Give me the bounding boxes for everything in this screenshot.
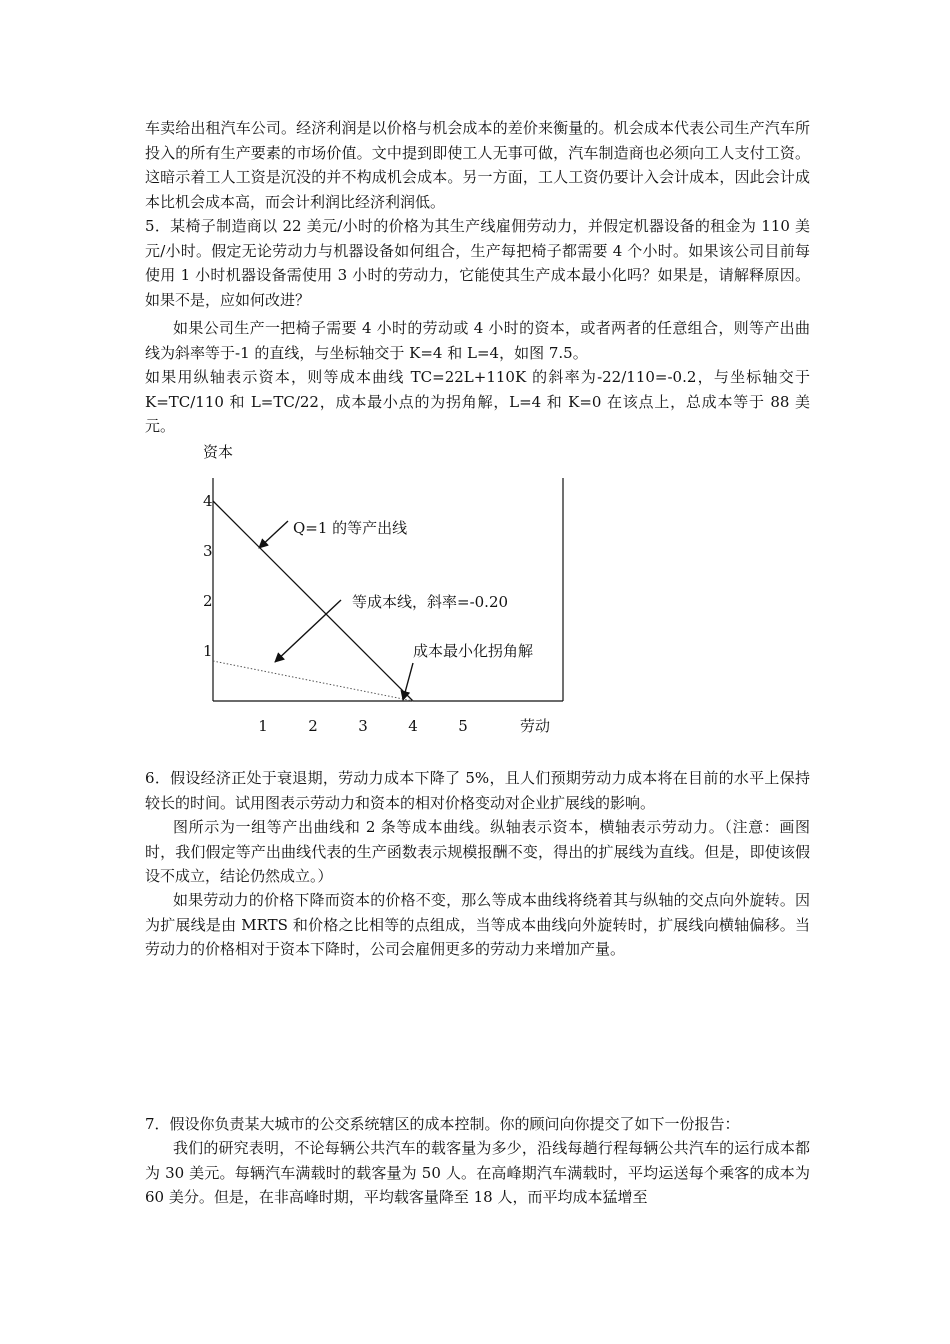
answer-5-para-1: 如果公司生产一把椅子需要 4 小时的劳动或 4 小时的资本，或者两者的任意组合，则等产出曲线为斜率等于-1 的直线，与坐标轴交于 K=4 和 L=4，如图 7.5。: [145, 319, 810, 362]
y-tick-label: 1: [203, 642, 213, 660]
x-tick-label: 1: [258, 717, 268, 735]
answer-6-para-1: 图所示为一组等产出曲线和 2 条等成本曲线。纵轴表示资本，横轴表示劳动力。（注意：画图时，我们假定等产出曲线代表的生产函数表示规模报酬不变，得出的扩展线为直线。但是，即使该假设不成立，结论仍然成立。）: [145, 818, 810, 885]
y-tick-label: 3: [203, 542, 213, 560]
corner-solution-annotation: 成本最小化拐角解: [413, 642, 534, 660]
x-tick-label: 5: [458, 717, 468, 735]
answer-5-para-2: 如果用纵轴表示资本，则等成本曲线 TC=22L+110K 的斜率为-22/110=-0.2，与坐标轴交于 K=TC/110 和 L=TC/22，成本最小点的为拐角解，L=4 和 K=0 在该点上，总成本等于 88 美元。: [145, 368, 810, 435]
x-tick-label: 2: [308, 717, 318, 735]
answer-6-para-2: 如果劳动力的价格下降而资本的价格不变，那么等成本曲线将绕着其与纵轴的交点向外旋转。因为扩展线是由 MRTS 和价格之比相等的点组成，当等成本曲线向外旋转时，扩展线向横轴偏移。当劳动力的价格相对于资本下降时，公司会雇佣更多的劳动力来增加产量。: [145, 891, 810, 958]
x-tick-label: 3: [358, 717, 368, 735]
y-axis-label: 资本: [203, 443, 234, 461]
isocost-annotation: 等成本线，斜率=-0.20: [352, 593, 509, 611]
x-axis-label: 劳动: [520, 717, 551, 735]
question-7-report: 我们的研究表明，不论每辆公共汽车的载客量为多少，沿线每趟行程每辆公共汽车的运行成本都为 30 美元。每辆汽车满载时的载客量为 50 人。在高峰期汽车满载时，平均运送每个乘客的成本为 60 美分。但是，在非高峰时期，平均载客量降至 18 人，而平均成本猛增至: [145, 1139, 810, 1206]
x-tick-label: 4: [408, 717, 418, 735]
question-6: 6．假设经济正处于衰退期，劳动力成本下降了 5%，且人们预期劳动力成本将在目前的水平上保持较长的时间。试用图表示劳动力和资本的相对价格变动对企业扩展线的影响。: [145, 769, 810, 812]
question-7: 7．假设你负责某大城市的公交系统辖区的成本控制。你的顾问向你提交了如下一份报告：: [145, 1115, 740, 1133]
isoquant-annotation: Q=1 的等产出线: [293, 519, 408, 537]
y-tick-label: 2: [203, 592, 213, 610]
corner-solution-arrow: [403, 663, 413, 700]
y-tick-label: 4: [203, 492, 213, 510]
isocost-line: [213, 661, 413, 701]
paragraph-continuation: 车卖给出租汽车公司。经济利润是以价格与机会成本的差价来衡量的。机会成本代表公司生产汽车所投入的所有生产要素的市场价值。文中提到即使工人无事可做，汽车制造商也必须向工人支付工资。这暗示着工人工资是沉没的并不构成机会成本。另一方面，工人工资仍要计入会计成本，因此会计成本比机会成本高，而会计利润比经济利润低。: [145, 119, 810, 211]
question-5: 5．某椅子制造商以 22 美元/小时的价格为其生产线雇佣劳动力，并假定机器设备的租金为 110 美元/小时。假定无论劳动力与机器设备如何组合，生产每把椅子都需要 4 个小时。如果该公司目前每使用 1 小时机器设备需使用 3 小时的劳动力，它能使其生产成本最小化吗？如果是，请解释原因。如果不是，应如何改进？: [145, 217, 810, 309]
isocost-annotation-arrow: [275, 600, 341, 662]
isoquant-annotation-arrow: [259, 521, 288, 548]
